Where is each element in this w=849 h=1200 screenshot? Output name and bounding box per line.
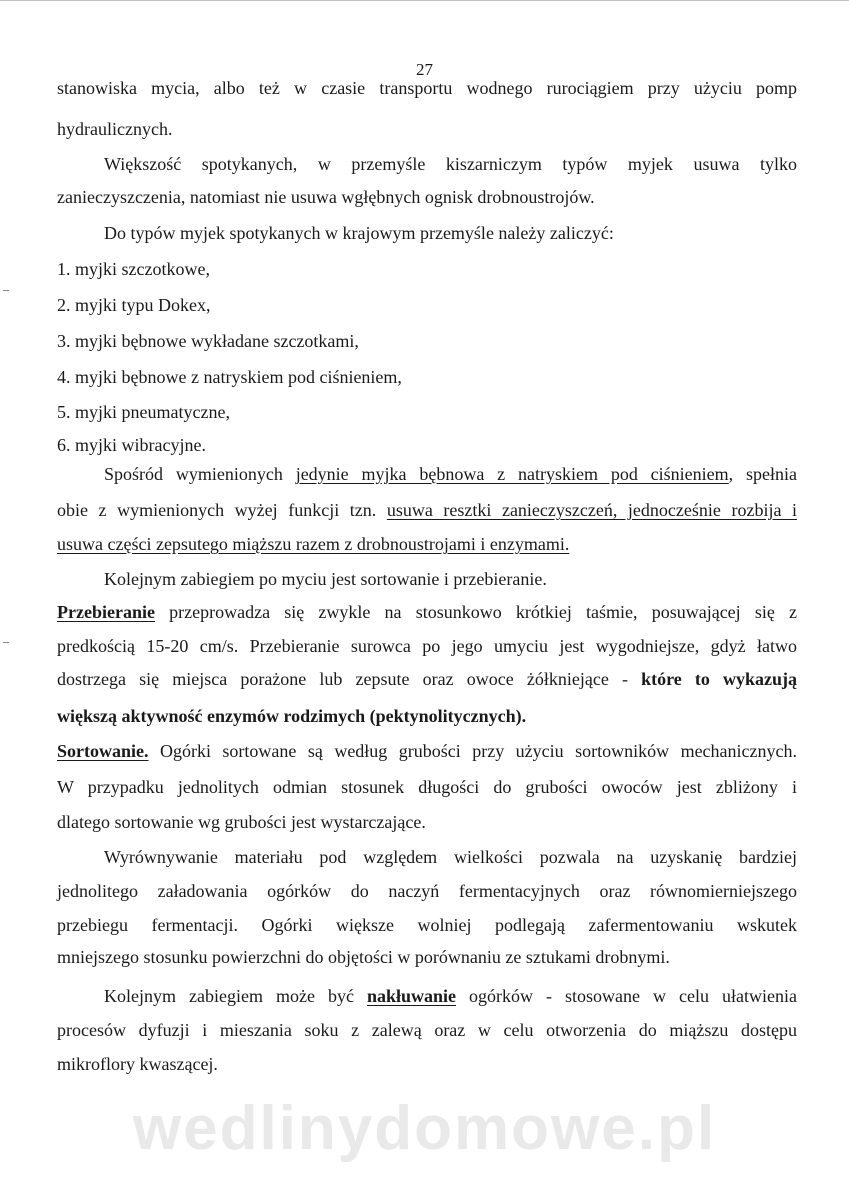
page-number: 27 <box>416 60 433 79</box>
text-line: dostrzega się miejsca porażone lub zepsute oraz owoce żółkniejące - które to wykazują <box>57 669 798 689</box>
underlined-term: nakłuwanie <box>366 986 457 1006</box>
text-line: przebiegu fermentacji. Ogórki większe wolniej podlegają zafermentowaniu wskutek <box>57 915 797 935</box>
section-term-sortowanie: Sortowanie. <box>57 741 149 761</box>
margin-mark <box>3 642 9 643</box>
text-line: jednolitego załadowania ogórków do naczyń fermentacyjnych oraz równomierniejszego <box>57 881 797 901</box>
text-line: większą aktywność enzymów rodzimych (pektynolitycznych). <box>57 706 527 726</box>
text-line: Większość spotykanych, w przemyśle kiszarniczym typów myjek usuwa tylko <box>104 154 797 174</box>
watermark: wedlinydomowe.pl <box>132 1094 717 1163</box>
text-line: obie z wymienionych wyżej funkcji tzn. usuwa resztki zanieczyszczeń, jednocześnie rozbija i <box>57 500 798 520</box>
margin-mark <box>3 290 9 291</box>
underlined-phrase: usuwa resztki zanieczyszczeń, jednocześnie rozbija i <box>386 500 798 520</box>
text-line: Sortowanie. Ogórki sortowane są według grubości przy użyciu sortowników mechanicznych. <box>57 741 798 761</box>
section-term-przebieranie: Przebieranie <box>57 602 155 622</box>
text-line: Wyrównywanie materiału pod względem wielkości pozwala na uzyskanię bardziej <box>104 847 797 867</box>
text-line: Przebieranie przeprowadza się zwykle na stosunkowo krótkiej taśmie, posuwającej się z <box>57 602 797 622</box>
text-line: procesów dyfuzji i mieszania soku z zalewą oraz w celu otworzenia do miąższu dostępu <box>57 1020 797 1040</box>
text-line: dlatego sortowanie wg grubości jest wystarczające. <box>57 812 426 832</box>
text-line: predkością 15-20 cm/s. Przebieranie surowca po jego umyciu jest wygodniejsze, gdyż łatwo <box>57 636 797 656</box>
list-item: 2. myjki typu Dokex, <box>57 295 211 315</box>
text-line: Do typów myjek spotykanych w krajowym przemyśle należy zaliczyć: <box>104 223 614 243</box>
text-line: mniejszego stosunku powierzchni do objętości w porównaniu ze sztukami drobnymi. <box>57 947 670 967</box>
text-line: W przypadku jednolitych odmian stosunek długości do grubości owoców jest zbliżony i <box>57 777 797 797</box>
underlined-phrase: usuwa części zepsutego miąższu razem z drobnoustrojami i enzymami. <box>57 534 570 554</box>
text-line: mikroflory kwaszącej. <box>57 1054 218 1074</box>
list-item: 6. myjki wibracyjne. <box>57 435 206 455</box>
text-line: hydraulicznych. <box>57 119 173 139</box>
list-item: 4. myjki bębnowe z natryskiem pod ciśnieniem, <box>57 367 402 387</box>
text-line: Kolejnym zabiegiem może być nakłuwanie ogórków - stosowane w celu ułatwienia <box>104 986 798 1006</box>
list-item: 1. myjki szczotkowe, <box>57 259 210 279</box>
text-line: Kolejnym zabiegiem po myciu jest sortowanie i przebieranie. <box>104 569 547 589</box>
scan-edge <box>0 0 849 7</box>
text-line: Spośród wymienionych jedynie myjka bębnowa z natryskiem pod ciśnieniem, spełnia <box>104 464 797 484</box>
text-line <box>57 533 569 555</box>
text-line: zanieczyszczenia, natomiast nie usuwa wgłębnych ognisk drobnoustrojów. <box>57 187 595 207</box>
underlined-phrase: jedynie myjka bębnowa z natryskiem pod ciśnieniem <box>295 464 729 484</box>
list-item: 5. myjki pneumatyczne, <box>57 402 230 422</box>
list-item: 3. myjki bębnowe wykładane szczotkami, <box>57 331 359 351</box>
text-line: stanowiska mycia, albo też w czasie transportu wodnego rurociągiem przy użyciu pomp <box>57 78 797 98</box>
